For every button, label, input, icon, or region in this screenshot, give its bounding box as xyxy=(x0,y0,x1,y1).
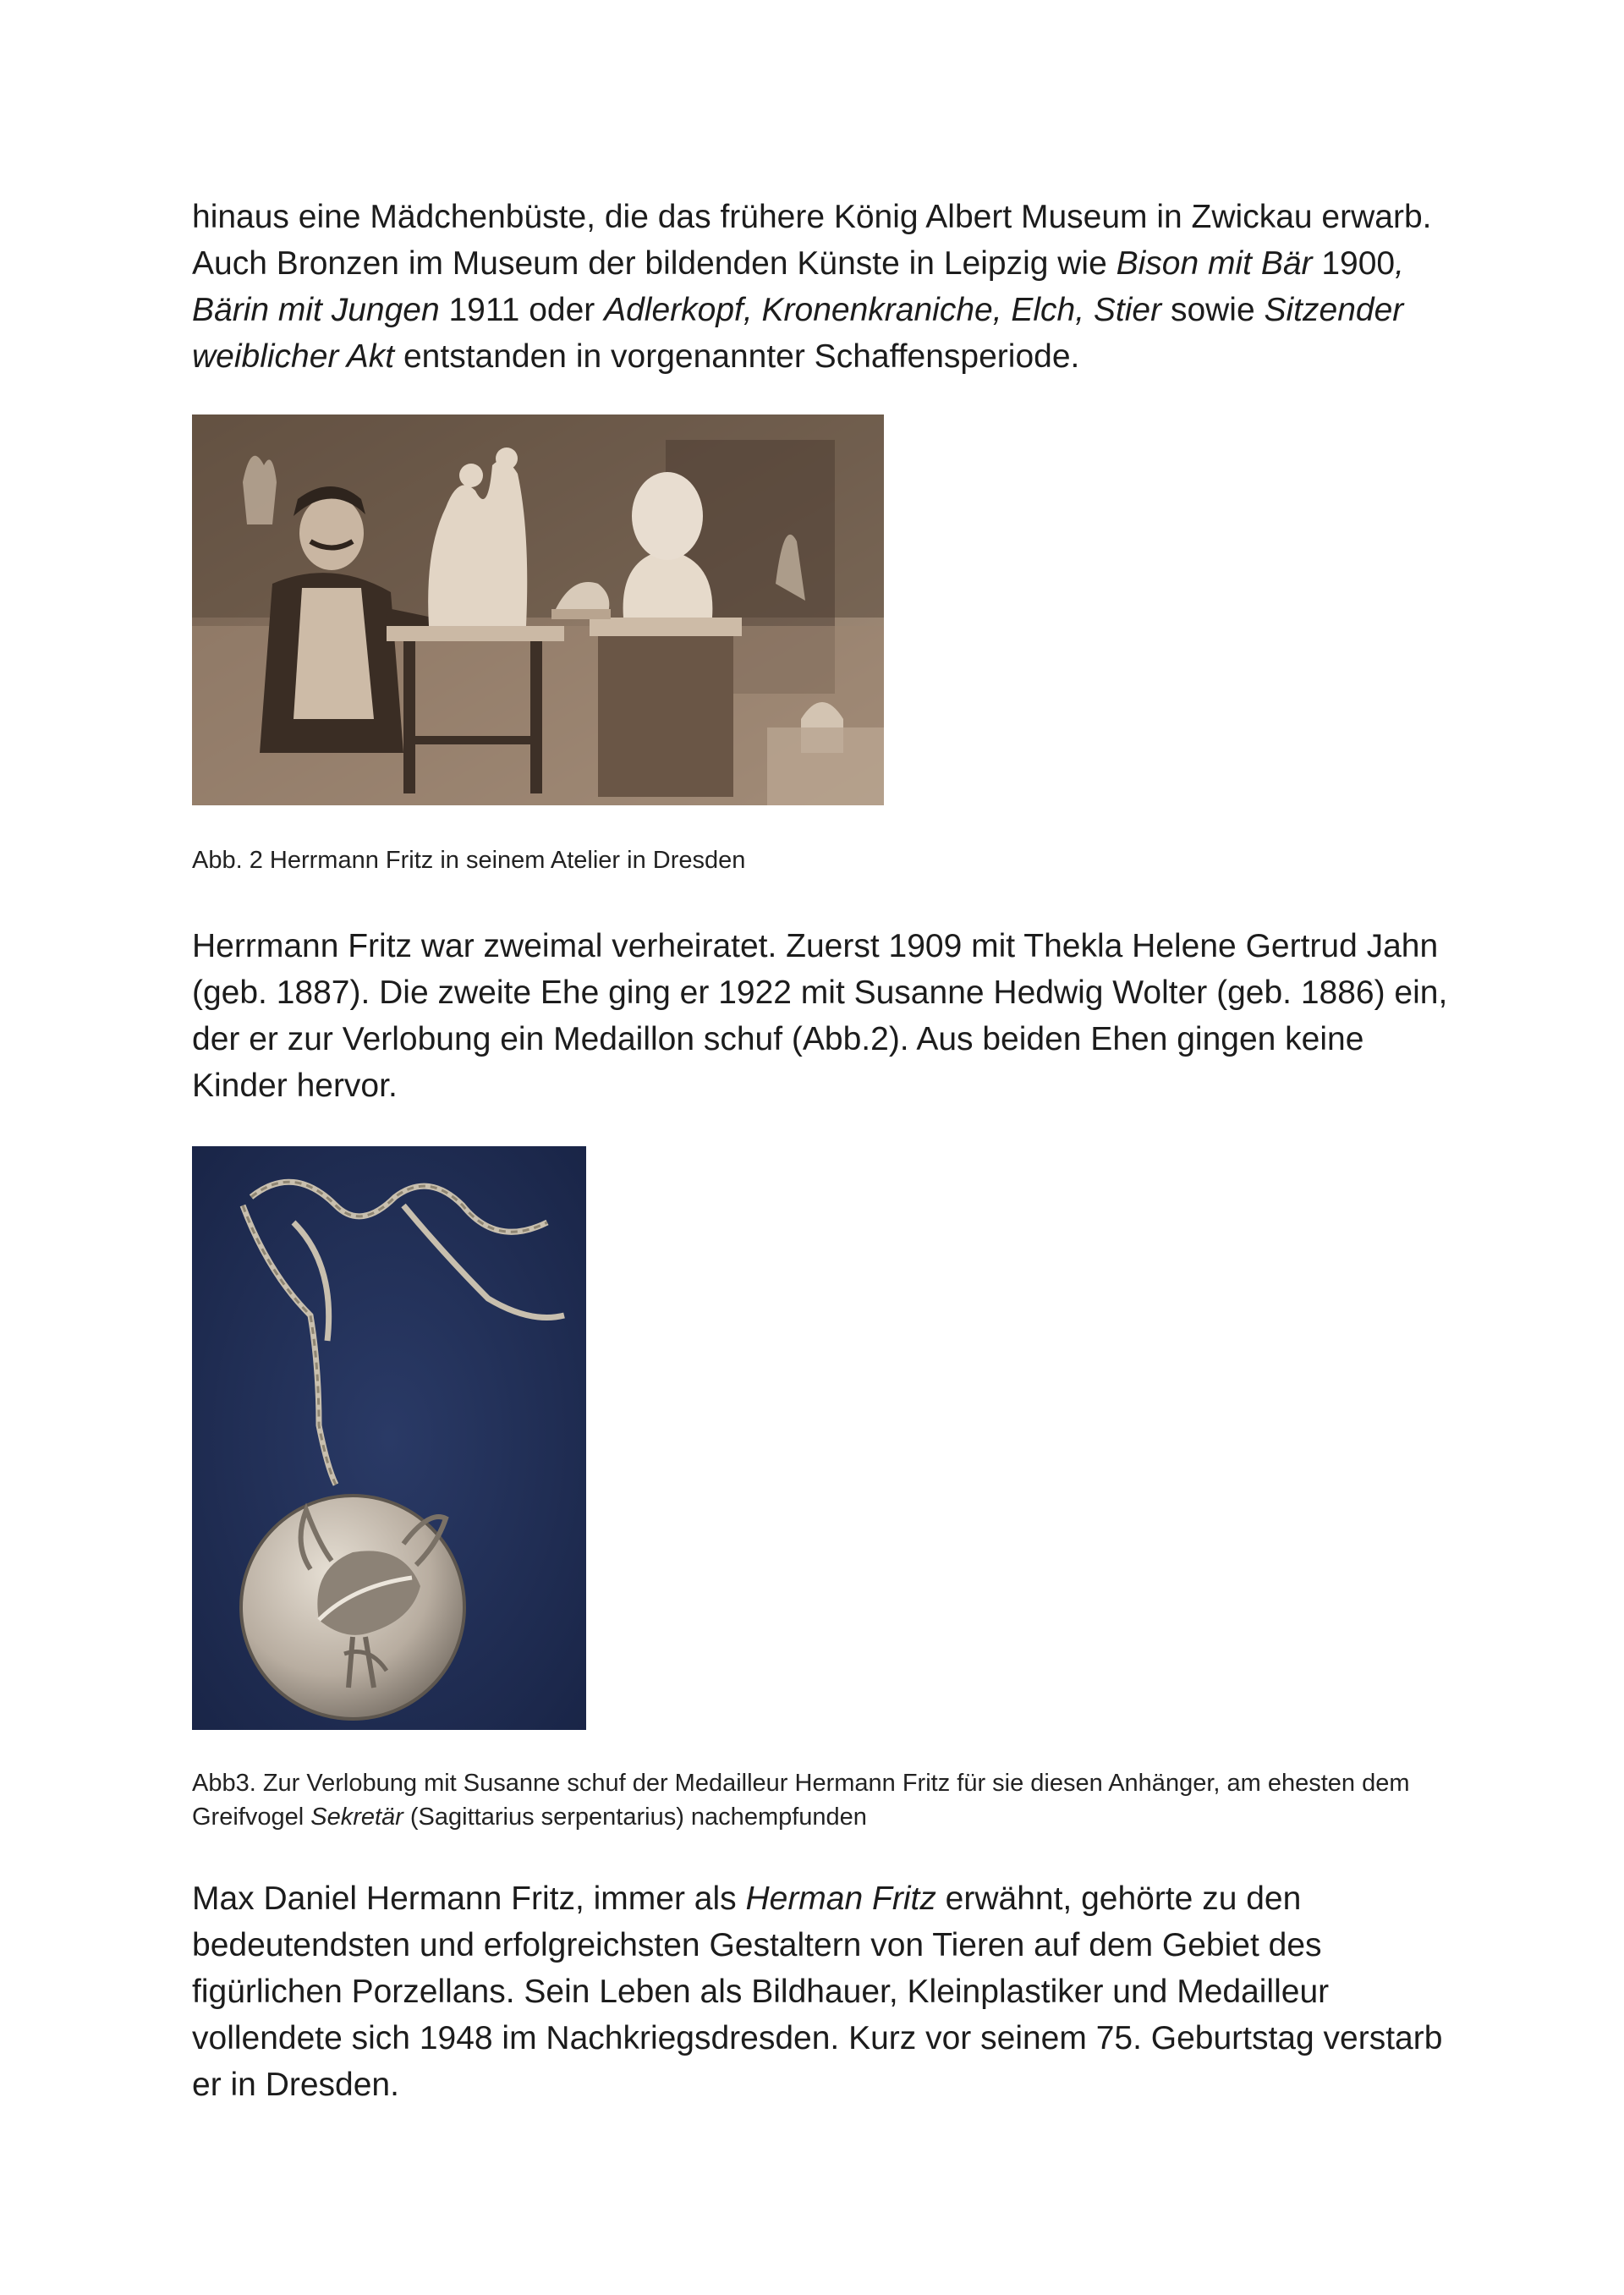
studio-photo xyxy=(192,415,884,805)
text-run: erwähnt, gehörte zu den bedeutendsten und erfolgreichsten Gestaltern von Tieren auf dem Gebiet des figürlichen Porzellans. Sein Leben als Bildhauer, Kleinplastiker und Medailleur vollendete sich 1948 im Nachkriegsdresden. Kurz vor seinem 75. Geburtstag verstarb er in Dresden. xyxy=(192,1880,1443,2103)
caption-text-run: (Sagittarius serpentarius) nachempfunden xyxy=(403,1804,867,1831)
artwork-title: , Bärin mit Jungen xyxy=(192,245,1404,328)
artwork-title: Sitzender weiblicher Akt xyxy=(192,292,1404,375)
text-run: sowie xyxy=(1161,292,1265,328)
caption-text-run: Abb3. Zur Verlobung mit Susanne schuf der Medailleur Hermann Fritz für sie diesen Anhänger, am ehesten dem Greifvogel xyxy=(192,1770,1410,1831)
figure-2-caption xyxy=(192,1766,1461,1834)
paragraph-3 xyxy=(192,1875,1461,2108)
bird-name: Sekretär xyxy=(310,1804,403,1831)
figure-1-caption: Abb. 2 Herrmann Fritz in seinem Atelier in Dresden xyxy=(192,847,746,874)
artwork-title: Bison mit Bär xyxy=(1116,245,1313,282)
text-run: hinaus eine Mädchenbüste, die das frühere König Albert Museum in Zwickau erwarb. Auch Bronzen im Museum der bildenden Künste in Leipzig wie xyxy=(192,199,1432,282)
artwork-title: Adlerkopf, Kronenkraniche, Elch, Stier xyxy=(604,292,1162,328)
text-run: 1911 oder xyxy=(439,292,605,328)
paragraph-2: Herrmann Fritz war zweimal verheiratet. Zuerst 1909 mit Thekla Helene Gertrud Jahn (geb. 1887). Die zweite Ehe ging er 1922 mit Susanne Hedwig Wolter (geb. 1886) ein, der er zur Verlobung ein Medaillon schuf (Abb.2). Aus beiden Ehen gingen keine Kinder hervor. xyxy=(192,928,1448,1104)
text-run: entstanden in vorgenannter Schaffensperiode. xyxy=(394,338,1080,375)
medallion-photo-image xyxy=(192,1146,586,1730)
text-run: 1900 xyxy=(1312,245,1396,282)
paragraph-1 xyxy=(192,194,1461,380)
medallion-photo xyxy=(192,1146,586,1730)
studio-photo-image xyxy=(192,415,884,805)
artist-name: Herman Fritz xyxy=(745,1880,936,1917)
text-run: Max Daniel Hermann Fritz, immer als xyxy=(192,1880,746,1917)
